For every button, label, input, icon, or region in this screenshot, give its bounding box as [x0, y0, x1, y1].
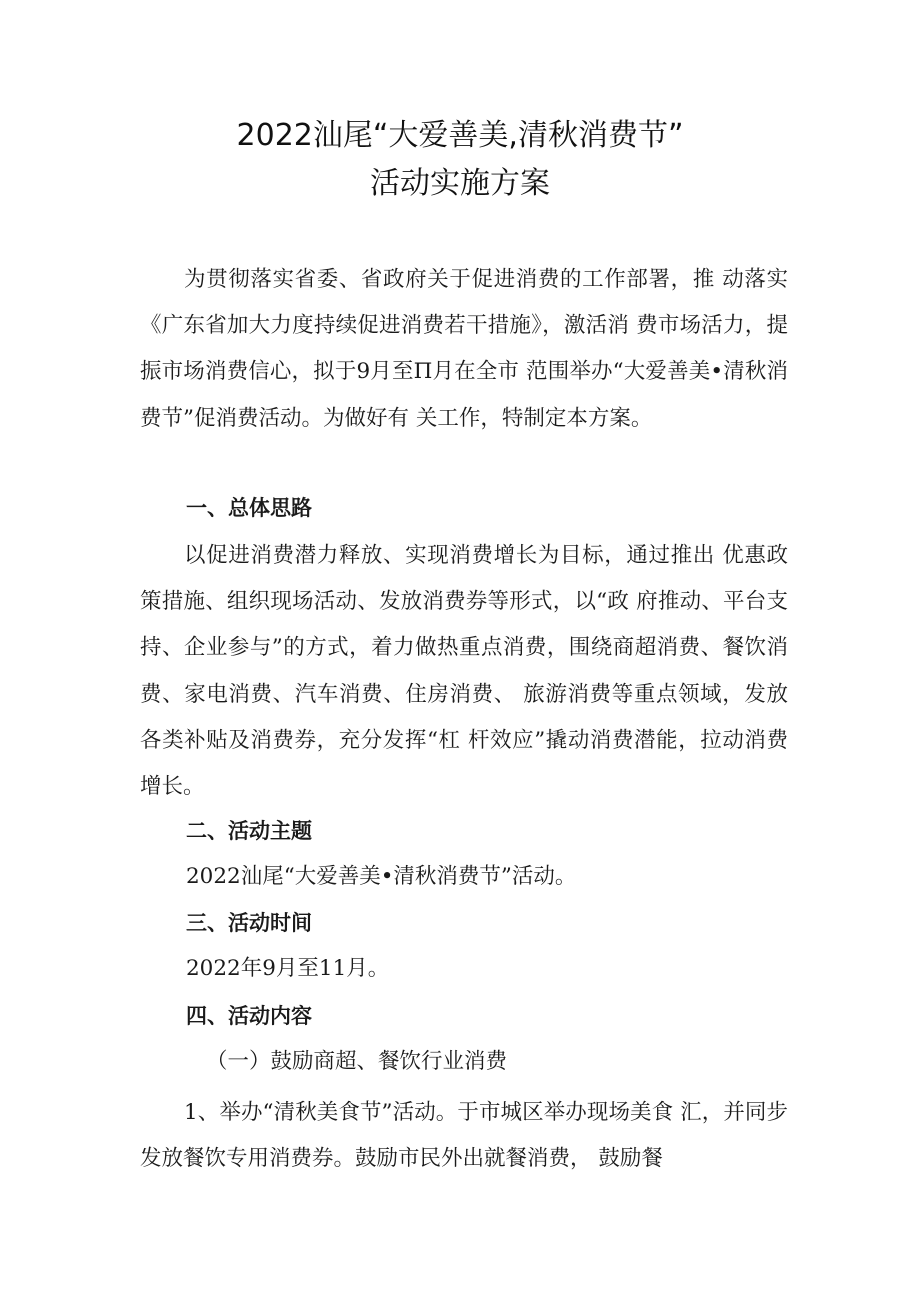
section-heading-activity-content: 四、活动内容	[186, 1004, 312, 1028]
intro-paragraph: 为贯彻落实省委、省政府关于促进消费的工作部署，推 动落实《广东省加大力度持续促进消费若干措施》，激活消 费市场活力，提振市场消费信心，拟于9月至Π月在全市 范围举办“大爱善美•清秋消费节”促消费活动。为做好有 关工作，特制定本方案。	[140, 267, 788, 431]
subsection-heading-retail-dining: （一）鼓励商超、餐饮行业消费	[206, 1049, 508, 1074]
document-title-line-2: 活动实施方案	[370, 166, 550, 201]
section-heading-activity-time: 三、活动时间	[186, 911, 312, 935]
document-title-line-1: 2022汕尾“大爱善美,清秋消费节”	[236, 118, 684, 153]
activity-theme-text: 2022汕尾“大爱善美•清秋消费节”活动。	[186, 864, 577, 889]
overall-idea-paragraph: 以促进消费潜力释放、实现消费增长为目标，通过推出 优惠政策措施、组织现场活动、发放消费券等形式，以“政 府推动、平台支持、企业参与”的方式，着力做热重点消费，围绕商超消费、餐饮消费、家电消费、汽车消费、住房消费、 旅游消费等重点领域，发放各类补贴及消费券，充分发挥“杠 杆效应”撬动消费潜能，拉动消费增长。	[140, 543, 788, 800]
item-food-festival-paragraph: 1、举办“清秋美食节”活动。于市城区举办现场美食 汇，并同步发放餐饮专用消费券。鼓励市民外出就餐消费， 鼓励餐	[140, 1100, 788, 1172]
activity-time-text: 2022年9月至11月。	[186, 956, 390, 981]
section-heading-overall-idea: 一、总体思路	[186, 496, 312, 520]
section-heading-activity-theme: 二、活动主题	[186, 819, 312, 843]
